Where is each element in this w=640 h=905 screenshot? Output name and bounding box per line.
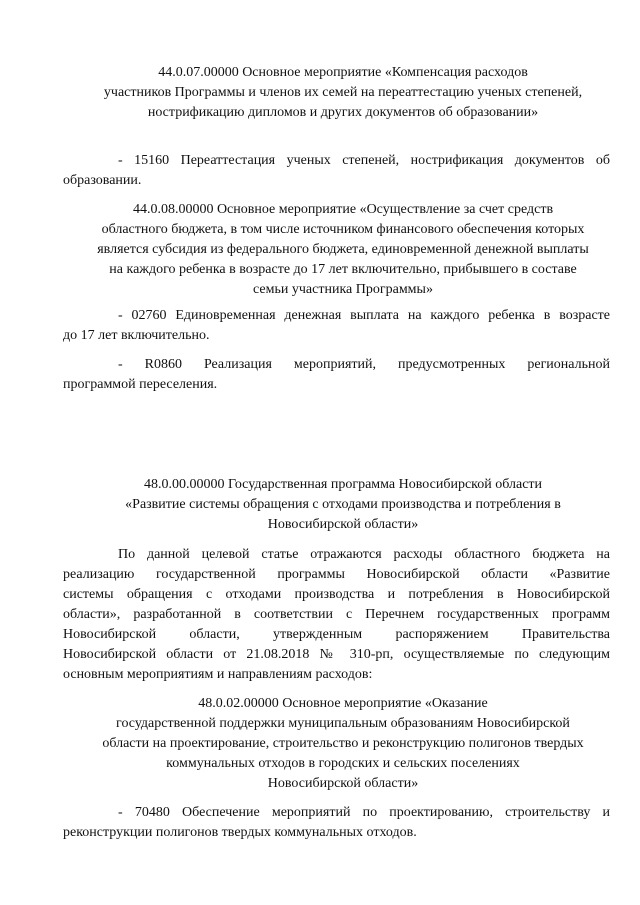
description-line-2: реализацию государственной программы Новосибирской области «Развитие bbox=[63, 567, 610, 582]
section-44-0-07-line-1: 44.0.07.00000 Основное мероприятие «Компенсация расходов bbox=[158, 65, 528, 80]
description-line-7: основным мероприятиям и направлениям расходов: bbox=[63, 667, 373, 682]
section-48-0-02-line-5: Новосибирской области» bbox=[267, 776, 419, 791]
description-line-1: По данной целевой статье отражаются расходы областного бюджета на bbox=[118, 547, 610, 562]
section-44-0-08-line-3: является субсидия из федерального бюджета, единовременной денежной выплаты bbox=[97, 242, 589, 257]
section-44-0-08-line-4: на каждого ребенка в возрасте до 17 лет включительно, прибывшего в составе bbox=[109, 262, 577, 277]
description-line-6: Новосибирской области от 21.08.2018 № 310-рп, осуществляемые по следующим bbox=[63, 647, 610, 662]
section-48-0-00-line-2: «Развитие системы обращения с отходами производства и потребления в bbox=[125, 497, 561, 512]
section-48-0-02-line-2: государственной поддержки муниципальным образованиям Новосибирской bbox=[116, 716, 570, 731]
section-48-0-02-line-1: 48.0.02.00000 Основное мероприятие «Оказание bbox=[198, 696, 488, 711]
section-44-0-08-line-5: семьи участника Программы» bbox=[253, 282, 433, 297]
item-02760-line-1: - 02760 Единовременная денежная выплата на каждого ребенка в возрасте bbox=[118, 308, 610, 323]
description-line-3: системы обращения с отходами производства и потребления в Новосибирской bbox=[63, 587, 610, 602]
item-r0860-line-1: - R0860 Реализация мероприятий, предусмотренных региональной bbox=[118, 357, 610, 372]
section-44-0-08-line-1: 44.0.08.00000 Основное мероприятие «Осуществление за счет средств bbox=[132, 202, 554, 217]
item-r0860-line-2: программой переселения. bbox=[63, 377, 218, 392]
item-02760-line-2: до 17 лет включительно. bbox=[63, 328, 210, 343]
section-44-0-07-line-3: нострификацию дипломов и других документов об образовании» bbox=[147, 105, 539, 120]
section-48-0-00-line-1: 48.0.00.00000 Государственная программа Новосибирской области bbox=[143, 477, 543, 492]
description-line-5: Новосибирской области, утвержденным распоряжением Правительства bbox=[63, 627, 610, 642]
section-48-0-02-line-3: области на проектирование, строительство и реконструкцию полигонов твердых bbox=[102, 736, 584, 751]
item-15160-line-2: образовании. bbox=[63, 173, 142, 188]
item-70480-line-2: реконструкции полигонов твердых коммунальных отходов. bbox=[63, 825, 417, 840]
item-70480-line-1: - 70480 Обеспечение мероприятий по проектированию, строительству и bbox=[118, 805, 610, 820]
description-line-4: области», разработанной в соответствии с Перечнем государственных программ bbox=[63, 607, 610, 622]
section-44-0-07-line-2: участников Программы и членов их семей на переаттестацию ученых степеней, bbox=[103, 85, 583, 100]
item-15160-line-1: - 15160 Переаттестация ученых степеней, нострификация документов об bbox=[118, 153, 610, 168]
section-48-0-00-line-3: Новосибирской области» bbox=[267, 517, 419, 532]
section-44-0-08-line-2: областного бюджета, в том числе источником финансового обеспечения которых bbox=[101, 222, 585, 237]
section-48-0-02-line-4: коммунальных отходов в городских и сельских поселениях bbox=[166, 756, 520, 771]
